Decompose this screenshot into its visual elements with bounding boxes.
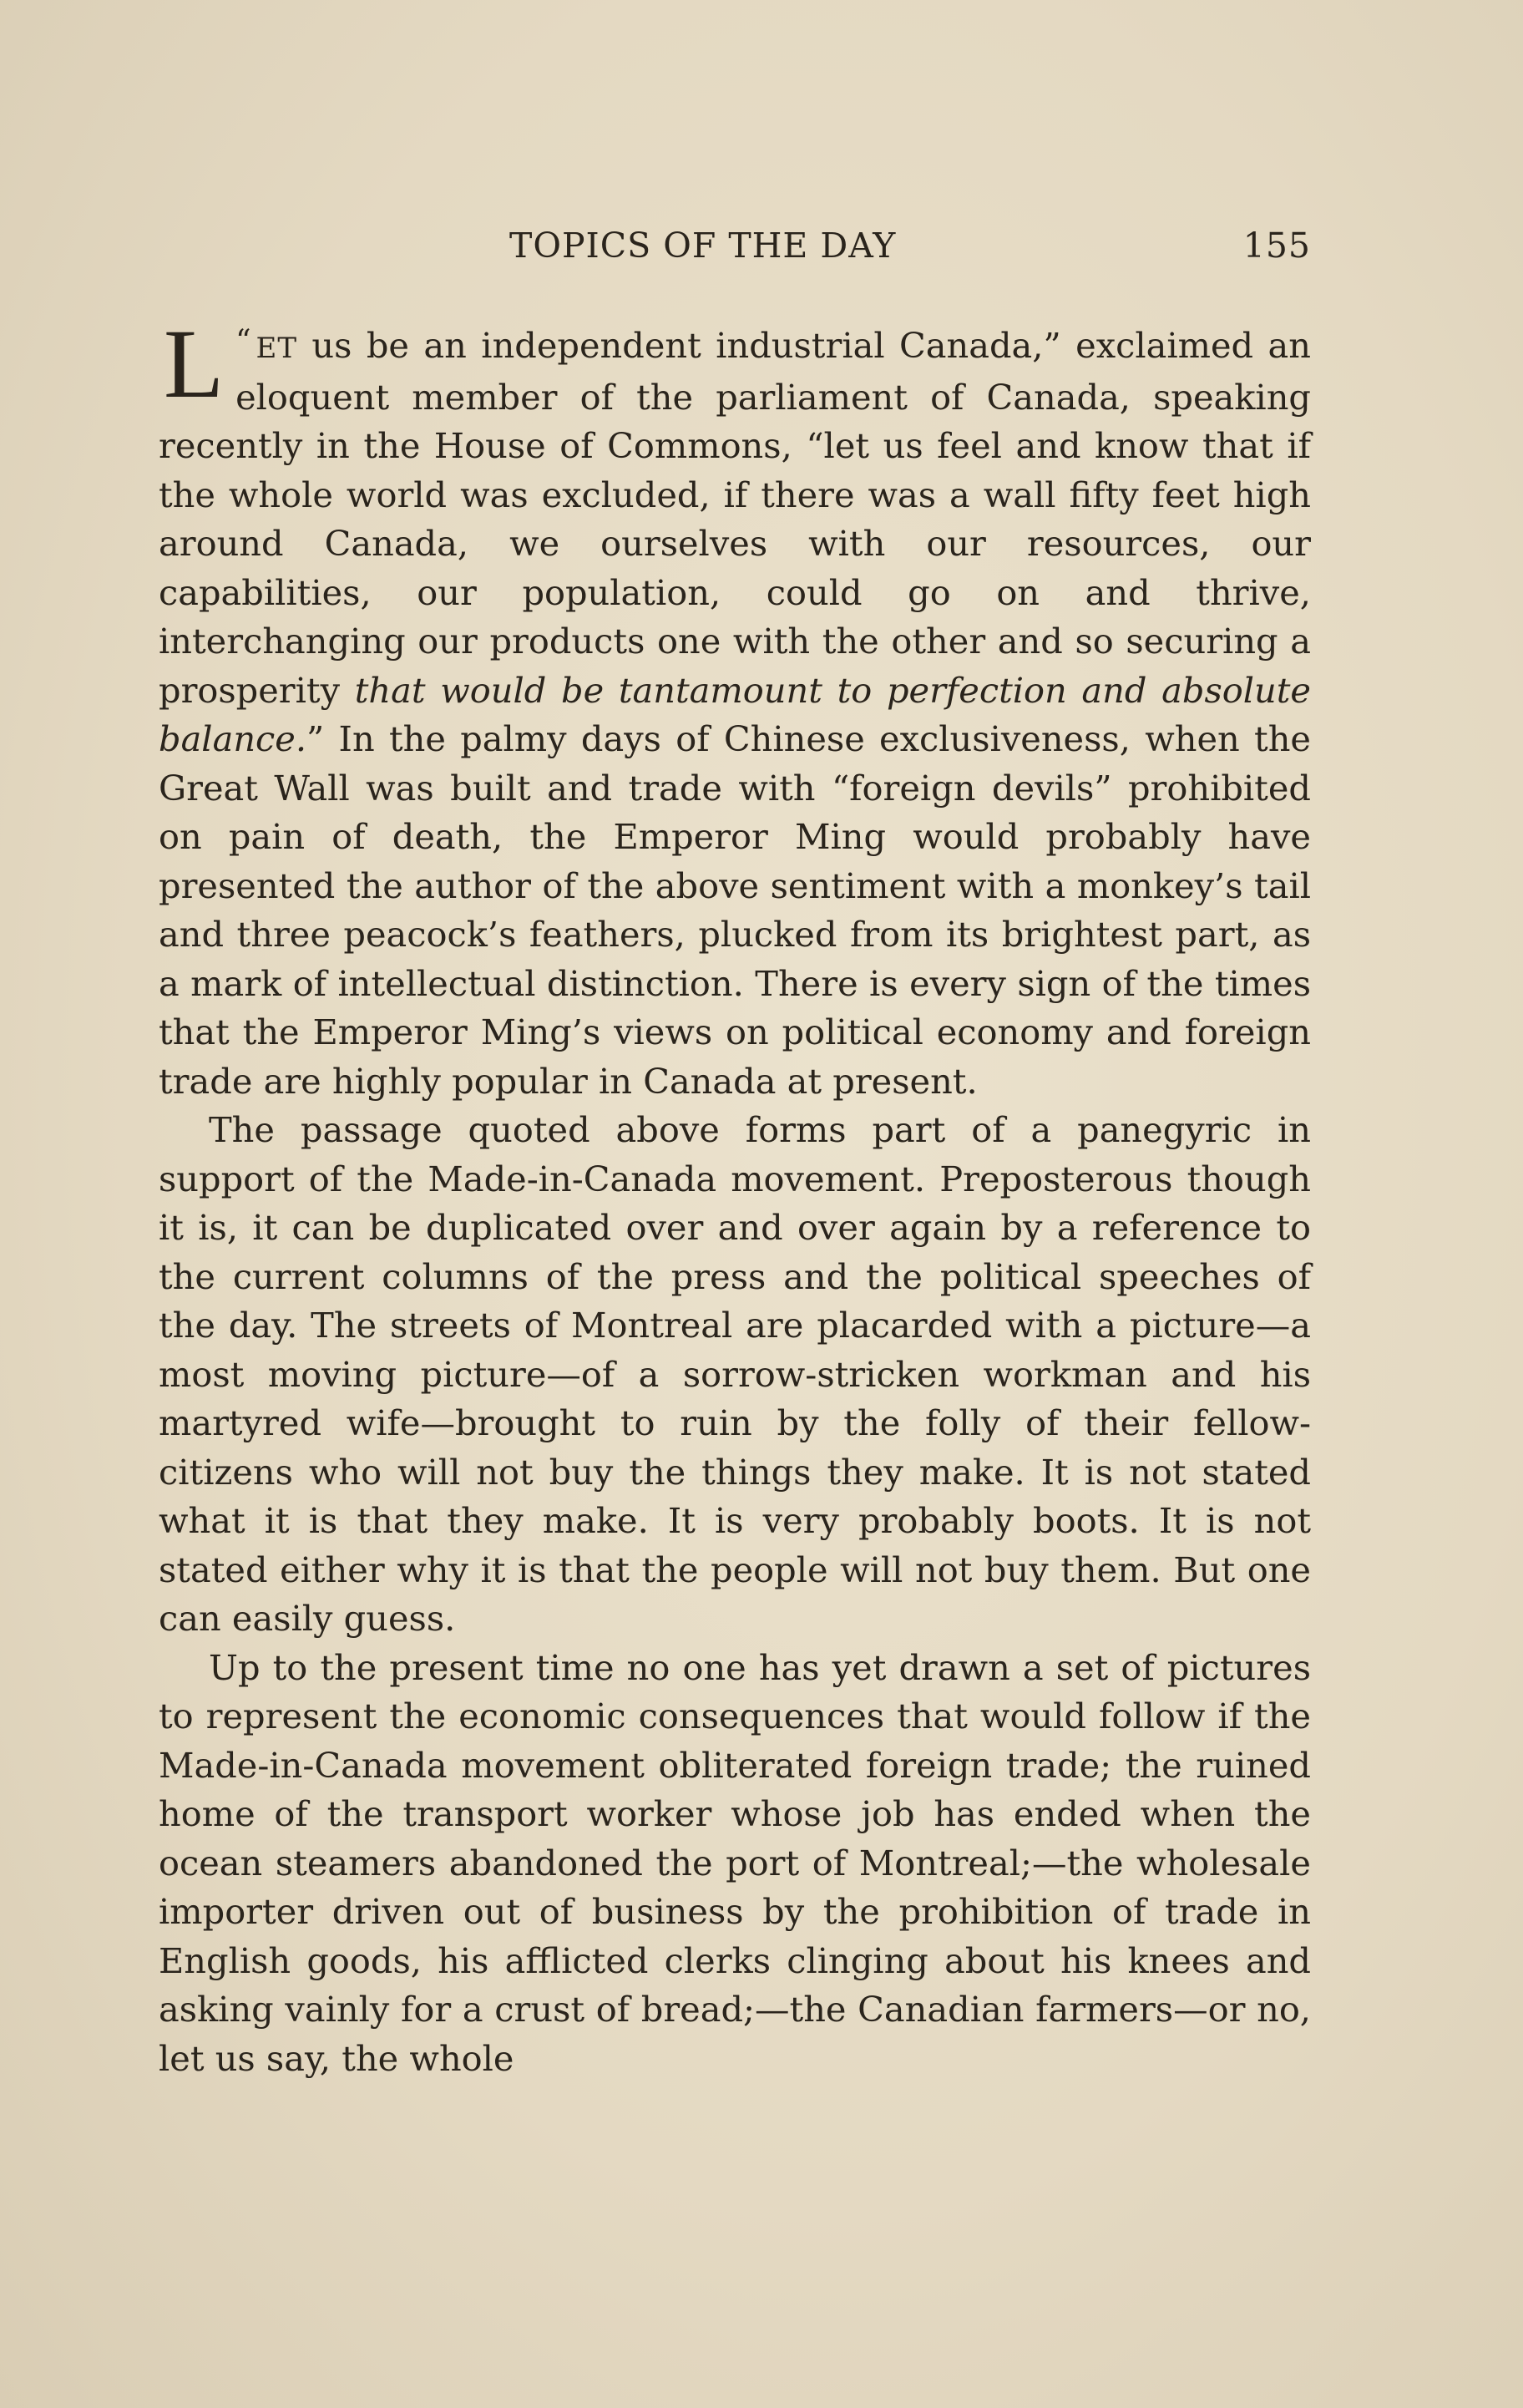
running-head-title: TOPICS OF THE DAY bbox=[509, 226, 897, 266]
opening-quote-mark: “ bbox=[235, 324, 251, 358]
paragraph-3: Up to the present time no one has yet drawn a set of pictures to represent the economic consequences that would follow if the Made-in-Canada movement obliterated foreign trade; the ruined home of the transport worker whose job has ended when the ocean steamers abandoned the port of Montreal;—the wholesale importer driven out of business by the prohibition of trade in English goods, his afflicted clerks clinging about his knees and asking vainly for a crust of bread;—the Canadian farmers—or no, let us say, the whole bbox=[159, 1646, 1311, 2079]
paragraph-1-text-a: us be an independent industrial Canada,” exclaimed an eloquent member of the parliament of Canada, speaking recently in the House of Commons, “let us feel and know that if the whole world was excluded, if there was a wall fifty feet high around Canada, we ourselves with our resources, our capabilities, our population, could go on and thrive, interchanging our products one with the other and so securing a prosperity bbox=[159, 325, 1311, 711]
page-text-block bbox=[159, 226, 1311, 2083]
drop-cap-letter: L bbox=[164, 309, 225, 418]
paragraph-1 bbox=[159, 309, 1311, 1106]
page-number: 155 bbox=[1242, 226, 1311, 266]
paragraph-2: The passage quoted above forms part of a panegyric in support of the Made-in-Canada movement. Preposterous though it is, it can be duplicated over and over again by a reference to the current columns of the press and the political speeches of the day. The streets of Montreal are placarded with a picture—a most moving picture—of a sorrow-stricken workman and his martyred wife—brought to ruin by the folly of their fellow-citizens who will not buy the things they make. It is not stated what it is that they make. It is very probably boots. It is not stated either why it is that the people will not buy them. But one can easily guess. bbox=[159, 1109, 1311, 1639]
paragraph-1-italic-phrase: that would be tantamount to perfection and absolute balance. bbox=[159, 669, 1311, 759]
first-word-rest: ET bbox=[256, 332, 297, 365]
paragraph-1-text-b: ” In the palmy days of Chinese exclusiveness, when the Great Wall was built and trade with “foreign devils” prohibited on pain of death, the Emperor Ming would probably have presented the author of the above sentiment with a monkey’s tail and three peacock’s feathers, plucked from its brightest part, as a mark of intellectual distinction. There is every sign of the times that the Emperor Ming’s views on political economy and foreign trade are highly popular in Canada at present. bbox=[159, 718, 1311, 1102]
running-head bbox=[159, 226, 1311, 292]
body-text bbox=[159, 309, 1311, 2083]
